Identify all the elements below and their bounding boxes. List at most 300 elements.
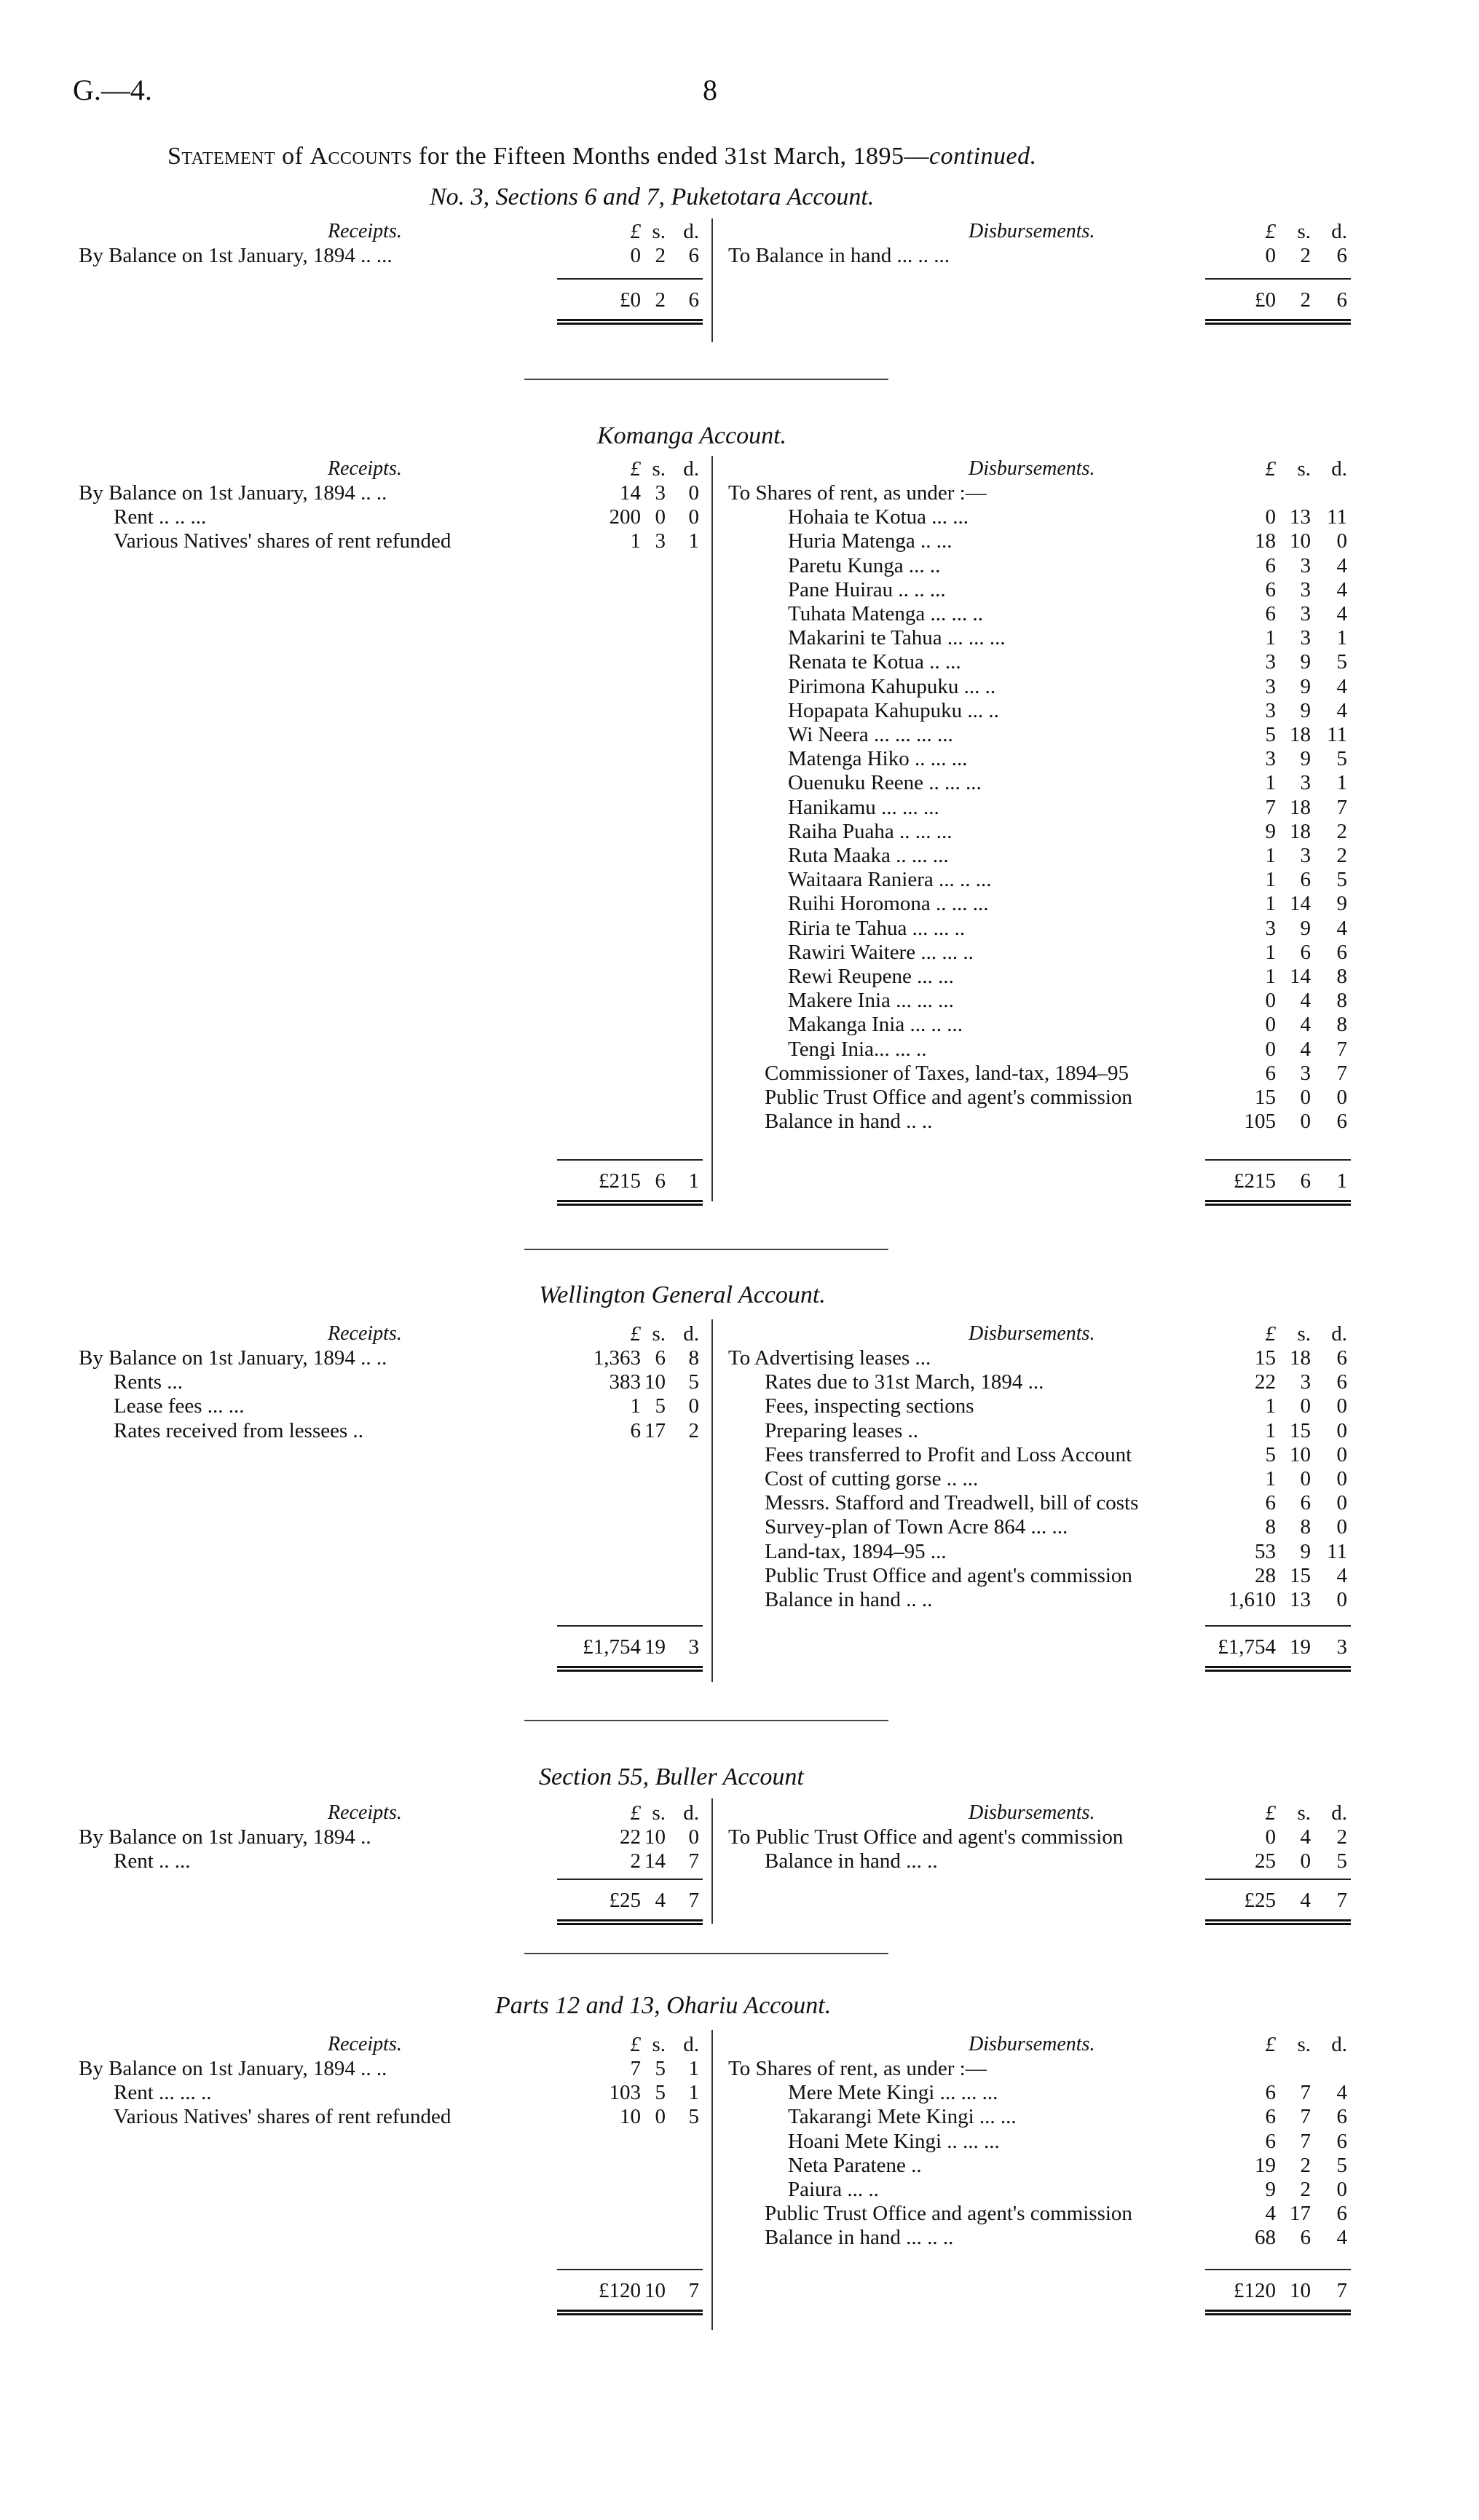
disbursement-pence: 4 (1336, 1563, 1347, 1587)
disbursement-label: Raiha Puaha .. ... ... (788, 819, 953, 843)
title-accounts: Accounts (309, 143, 413, 170)
disbursement-pence: 8 (1336, 989, 1347, 1013)
receipt-shillings: 10 (644, 1370, 666, 1394)
column-divider (711, 2030, 713, 2330)
disbursement-label: Matenga Hiko .. ... ... (788, 747, 968, 771)
disbursement-pounds: 8 (1265, 1515, 1276, 1539)
shillings-heading: s. (1297, 2033, 1311, 2056)
disbursement-pence: 5 (1336, 650, 1347, 674)
disbursement-pence: 0 (1336, 1588, 1347, 1611)
receipt-shillings: 14 (644, 1849, 666, 1873)
disbursement-pounds: 19 (1255, 2153, 1276, 2177)
disbursement-shillings: 0 (1300, 1467, 1311, 1490)
disbursement-pence: 11 (1327, 1539, 1347, 1563)
receipt-pounds: 1,363 (593, 1346, 641, 1370)
disbursement-pence: 4 (1336, 602, 1347, 625)
disbursement-label: Fees transferred to Profit and Loss Account (765, 1442, 1132, 1466)
disbursement-label: Public Trust Office and agent's commission (765, 2202, 1132, 2226)
disbursement-shillings: 4 (1300, 1013, 1311, 1037)
disbursement-label: To Shares of rent, as under :— (728, 481, 987, 505)
disbursement-shillings: 3 (1300, 1370, 1311, 1394)
receipt-label: Rates received from lessees .. (114, 1418, 364, 1442)
shillings-heading: s. (652, 220, 666, 243)
disbursement-shillings: 6 (1300, 2226, 1311, 2250)
disbursement-pounds: 1 (1265, 1467, 1276, 1490)
disbursement-pounds: 3 (1265, 650, 1276, 674)
disbursement-pounds: 25 (1255, 1849, 1276, 1873)
disbursement-shillings: 6 (1300, 868, 1311, 892)
disbursement-shillings: 9 (1300, 650, 1311, 674)
receipts-total-shillings: 6 (655, 1169, 666, 1193)
disbursement-label: Wi Neera ... ... ... ... (788, 723, 953, 746)
shillings-heading: s. (652, 1801, 666, 1825)
disbursement-shillings: 15 (1290, 1563, 1311, 1587)
disb-total-rule-top (1205, 1159, 1351, 1161)
disbursement-pence: 5 (1336, 747, 1347, 771)
disbursement-pounds: 0 (1265, 244, 1276, 267)
pence-heading: d. (1331, 2033, 1347, 2056)
disbursement-pounds: 3 (1265, 698, 1276, 722)
receipt-shillings: 10 (644, 1825, 666, 1849)
disbursement-shillings (1282, 2056, 1311, 2081)
disbursement-pence: 1 (1336, 771, 1347, 795)
disbursement-shillings: 2 (1300, 244, 1311, 267)
disbursement-label: Tengi Inia... ... .. (788, 1037, 927, 1061)
statement-title (167, 143, 1037, 170)
pound-heading: £ (1265, 457, 1276, 481)
disbursements-heading: Disbursements. (969, 2033, 1095, 2055)
disbursement-label: Balance in hand .. .. (765, 1588, 933, 1611)
disbursement-pounds: 0 (1265, 1013, 1276, 1037)
disb-total-pence: 7 (1336, 1889, 1347, 1912)
disbursement-shillings: 3 (1300, 626, 1311, 650)
receipt-label: By Balance on 1st January, 1894 .. (79, 1825, 371, 1849)
pound-heading: £ (630, 1322, 641, 1346)
receipt-shillings: 5 (655, 2081, 666, 2105)
disbursement-shillings: 7 (1300, 2129, 1311, 2153)
receipt-pounds: 103 (609, 2081, 641, 2105)
disbursement-shillings: 2 (1300, 2153, 1311, 2177)
pound-heading: £ (1265, 1322, 1276, 1346)
disbursement-shillings: 9 (1300, 674, 1311, 698)
pence-heading: d. (1331, 220, 1347, 243)
receipts-total-pence: 7 (688, 1889, 699, 1912)
disbursement-shillings: 4 (1300, 1825, 1311, 1849)
disb-total-double-rule (1205, 2310, 1351, 2315)
disbursement-label: Pane Huirau .. .. ... (788, 577, 946, 601)
disbursement-pounds: 9 (1265, 819, 1276, 843)
disbursements-heading: Disbursements. (969, 457, 1095, 480)
disbursement-pence: 6 (1336, 940, 1347, 964)
receipt-label: By Balance on 1st January, 1894 .. ... (79, 244, 393, 267)
disb-total-pounds: £0 (1255, 288, 1276, 312)
disbursement-pence: 0 (1336, 1515, 1347, 1539)
receipt-pence: 1 (688, 529, 699, 553)
disbursement-label: Renata te Kotua .. ... (788, 650, 961, 674)
disbursement-pounds: 5 (1265, 1442, 1276, 1466)
receipts-total-pence: 3 (688, 1635, 699, 1659)
disbursement-pence: 4 (1336, 2226, 1347, 2250)
disbursement-pounds: 105 (1244, 1110, 1276, 1134)
disbursement-pounds: 1 (1265, 1418, 1276, 1442)
disb-total-rule-top (1205, 2269, 1351, 2270)
receipt-pence: 0 (688, 1825, 699, 1849)
disbursement-label: Paiura ... .. (788, 2178, 879, 2201)
disbursement-label: Mere Mete Kingi ... ... ... (788, 2081, 998, 2105)
receipt-pence: 2 (688, 1418, 699, 1442)
disb-total-double-rule (1205, 1919, 1351, 1925)
disbursement-shillings: 3 (1300, 553, 1311, 577)
disb-total-pence: 1 (1336, 1169, 1347, 1193)
receipt-shillings: 0 (655, 2105, 666, 2129)
disbursement-shillings: 3 (1300, 602, 1311, 625)
disbursement-pounds: 3 (1265, 747, 1276, 771)
disbursement-label: Rawiri Waitere ... ... .. (788, 940, 974, 964)
section-title: Komanga Account. (597, 422, 787, 449)
shillings-heading: s. (1297, 457, 1311, 481)
title-continued: continued. (929, 143, 1037, 170)
receipt-pounds: 1 (630, 529, 641, 553)
receipt-pounds: 14 (620, 481, 641, 505)
disbursement-shillings: 14 (1290, 892, 1311, 916)
disb-total-shillings: 4 (1300, 1889, 1311, 1912)
disbursement-pence: 6 (1336, 244, 1347, 267)
pence-heading: d. (1331, 457, 1347, 481)
disbursement-label: Cost of cutting gorse .. ... (765, 1467, 979, 1490)
disb-total-shillings: 2 (1300, 288, 1311, 312)
receipt-pounds: 10 (620, 2105, 641, 2129)
disbursement-label: Hohaia te Kotua ... ... (788, 505, 969, 529)
disbursement-shillings: 7 (1300, 2081, 1311, 2105)
page-number: 8 (703, 74, 717, 106)
disbursement-pence: 11 (1327, 723, 1347, 746)
disbursement-shillings: 14 (1290, 965, 1311, 988)
disbursement-pence: 9 (1336, 892, 1347, 916)
disbursement-label: Balance in hand ... .. .. (765, 2226, 954, 2250)
disbursement-label: Makarini te Tahua ... ... ... (788, 626, 1006, 650)
disbursement-shillings: 18 (1290, 819, 1311, 843)
disbursement-pounds: 6 (1265, 553, 1276, 577)
disbursement-label: Fees, inspecting sections (765, 1394, 974, 1418)
pound-heading: £ (630, 220, 641, 243)
disbursement-pence: 6 (1336, 2202, 1347, 2226)
receipt-label: Rents ... (114, 1370, 184, 1394)
pound-heading: £ (630, 2033, 641, 2056)
disbursement-pounds: 0 (1265, 1825, 1276, 1849)
disbursement-pounds: 1 (1265, 844, 1276, 867)
disbursement-pence: 0 (1336, 1467, 1347, 1490)
disb-total-double-rule (1205, 1200, 1351, 1206)
disbursement-pounds: 1 (1265, 771, 1276, 795)
disbursement-shillings: 10 (1290, 529, 1311, 553)
disbursement-pence: 4 (1336, 698, 1347, 722)
pence-heading: d. (683, 1801, 699, 1825)
disb-total-shillings: 10 (1290, 2279, 1311, 2302)
shillings-heading: s. (1297, 1322, 1311, 1346)
shillings-heading: s. (652, 457, 666, 481)
receipt-pence: 1 (688, 2081, 699, 2105)
disbursement-label: Tuhata Matenga ... ... .. (788, 602, 983, 625)
disbursement-pence: 2 (1336, 819, 1347, 843)
receipt-shillings: 3 (655, 529, 666, 553)
disbursement-pence: 4 (1336, 553, 1347, 577)
disbursement-label: Neta Paratene .. (788, 2153, 922, 2177)
disbursement-pounds: 1 (1265, 1394, 1276, 1418)
receipt-pounds: 2 (630, 1849, 641, 1873)
disbursement-shillings: 4 (1300, 1037, 1311, 1061)
section-title: Wellington General Account. (539, 1281, 826, 1308)
receipt-pence: 6 (688, 244, 699, 267)
receipts-total-double-rule (557, 2310, 703, 2315)
column-divider (711, 1798, 713, 1924)
receipt-label: Lease fees ... ... (114, 1394, 245, 1418)
disbursements-heading: Disbursements. (969, 1322, 1095, 1345)
disb-total-shillings: 6 (1300, 1169, 1311, 1193)
disbursement-pounds: 6 (1265, 2081, 1276, 2105)
disbursement-pounds: 6 (1265, 2129, 1276, 2153)
disbursement-pounds: 4 (1265, 2202, 1276, 2226)
column-divider (711, 1319, 713, 1682)
disbursement-shillings: 0 (1300, 1394, 1311, 1418)
disbursements-heading: Disbursements. (969, 220, 1095, 242)
disb-total-double-rule (1205, 1666, 1351, 1672)
disbursement-label: Makere Inia ... ... ... (788, 989, 954, 1013)
receipts-heading: Receipts. (328, 220, 402, 242)
disb-total-rule-top (1205, 278, 1351, 280)
receipts-total-pence: 1 (688, 1169, 699, 1193)
disbursement-pence: 2 (1336, 844, 1347, 867)
disbursement-pence: 11 (1327, 505, 1347, 529)
disbursement-label: Survey-plan of Town Acre 864 ... ... (765, 1515, 1068, 1539)
disbursement-label: Takarangi Mete Kingi ... ... (788, 2105, 1017, 2129)
receipt-label: Rent .. .. ... (114, 505, 207, 529)
receipts-total-pounds: £0 (620, 288, 641, 312)
receipt-label: Various Natives' shares of rent refunded (114, 529, 451, 553)
section-separator (524, 1953, 888, 1954)
receipt-shillings: 0 (655, 505, 666, 529)
receipt-shillings: 3 (655, 481, 666, 505)
disbursement-shillings: 9 (1300, 747, 1311, 771)
receipts-heading: Receipts. (328, 2033, 402, 2055)
shillings-heading: s. (652, 2033, 666, 2056)
disbursement-label: To Public Trust Office and agent's commission (728, 1825, 1124, 1849)
disbursement-shillings (1282, 481, 1311, 505)
receipt-pence: 7 (688, 1849, 699, 1873)
disbursement-shillings: 6 (1300, 1491, 1311, 1515)
disbursement-shillings: 3 (1300, 844, 1311, 867)
section-title: No. 3, Sections 6 and 7, Puketotara Account. (430, 183, 875, 210)
disbursement-label: Commissioner of Taxes, land-tax, 1894–95 (765, 1061, 1129, 1085)
receipts-total-pounds: £120 (599, 2279, 641, 2302)
disbursement-label: Hoani Mete Kingi .. ... ... (788, 2129, 1000, 2153)
disbursement-pence: 5 (1336, 1849, 1347, 1873)
disbursement-pounds: 6 (1265, 1491, 1276, 1515)
disbursement-pence (1318, 2056, 1347, 2081)
receipts-total-double-rule (557, 319, 703, 325)
receipt-pounds: 1 (630, 1394, 641, 1418)
receipt-shillings: 6 (655, 1346, 666, 1370)
disbursement-pence: 7 (1336, 795, 1347, 819)
disbursement-pounds: 1 (1265, 965, 1276, 988)
receipt-pounds: 200 (609, 505, 641, 529)
disbursement-label: Waitaara Raniera ... .. ... (788, 868, 992, 892)
disbursement-label: Balance in hand .. .. (765, 1110, 933, 1134)
disbursement-shillings: 15 (1290, 1418, 1311, 1442)
disbursement-pounds: 7 (1265, 795, 1276, 819)
disbursement-pounds (1196, 2056, 1276, 2081)
disbursement-pounds: 6 (1265, 2105, 1276, 2129)
disbursement-label: To Balance in hand ... .. ... (728, 244, 950, 267)
receipt-pounds: 0 (630, 244, 641, 267)
receipts-total-shillings: 2 (655, 288, 666, 312)
disbursement-label: Paretu Kunga ... .. (788, 553, 941, 577)
receipt-label: Rent .. ... (114, 1849, 191, 1873)
disbursement-label: Preparing leases .. (765, 1418, 918, 1442)
disbursement-pounds: 15 (1255, 1346, 1276, 1370)
disbursement-pounds: 1 (1265, 868, 1276, 892)
disbursement-pounds: 6 (1265, 577, 1276, 601)
disbursement-pence: 0 (1336, 1491, 1347, 1515)
receipt-pounds: 6 (630, 1418, 641, 1442)
title-prefix: Statement (167, 143, 276, 170)
disb-total-shillings: 19 (1290, 1635, 1311, 1659)
disbursement-label: To Shares of rent, as under :— (728, 2057, 987, 2080)
disbursement-label: Huria Matenga .. ... (788, 529, 953, 553)
disbursements-heading: Disbursements. (969, 1801, 1095, 1824)
disb-total-pence: 7 (1336, 2279, 1347, 2302)
disbursement-pence: 8 (1336, 965, 1347, 988)
disbursement-shillings: 4 (1300, 989, 1311, 1013)
disbursement-pounds: 5 (1265, 723, 1276, 746)
receipts-total-pounds: £1,754 (583, 1635, 641, 1659)
disbursement-pence: 5 (1336, 2153, 1347, 2177)
disbursement-shillings: 18 (1290, 1346, 1311, 1370)
disbursement-pounds: 22 (1255, 1370, 1276, 1394)
receipts-total-rule-top (557, 1625, 703, 1627)
receipts-total-rule-top (557, 1879, 703, 1880)
receipt-pence: 5 (688, 2105, 699, 2129)
pound-heading: £ (630, 457, 641, 481)
disb-total-double-rule (1205, 319, 1351, 325)
receipts-total-shillings: 10 (644, 2279, 666, 2302)
disbursement-pounds (1196, 481, 1276, 505)
disbursement-pounds: 0 (1265, 989, 1276, 1013)
pound-heading: £ (1265, 1801, 1276, 1825)
receipt-shillings: 5 (655, 1394, 666, 1418)
disb-total-pounds: £1,754 (1218, 1635, 1276, 1659)
disbursement-label: Hopapata Kahupuku ... .. (788, 698, 999, 722)
receipt-pence: 0 (688, 505, 699, 529)
disbursement-pounds: 15 (1255, 1086, 1276, 1109)
receipts-total-shillings: 19 (644, 1635, 666, 1659)
disbursement-pounds: 6 (1265, 602, 1276, 625)
receipts-total-rule-top (557, 2269, 703, 2270)
disb-total-rule-top (1205, 1879, 1351, 1880)
page-header-ref: G.—4. (73, 74, 152, 106)
disbursement-label: Ouenuku Reene .. ... ... (788, 771, 982, 795)
section-title: Parts 12 and 13, Ohariu Account. (495, 1992, 832, 2019)
pence-heading: d. (1331, 1801, 1347, 1825)
disbursement-pence: 0 (1336, 1394, 1347, 1418)
receipt-shillings: 2 (655, 244, 666, 267)
pence-heading: d. (1331, 1322, 1347, 1346)
disbursement-pounds: 3 (1265, 916, 1276, 940)
column-divider (711, 456, 713, 1201)
disbursement-pence: 0 (1336, 529, 1347, 553)
receipt-label: By Balance on 1st January, 1894 .. .. (79, 2057, 387, 2080)
disbursement-shillings: 3 (1300, 771, 1311, 795)
disbursement-pence: 6 (1336, 1370, 1347, 1394)
receipts-total-shillings: 4 (655, 1889, 666, 1912)
disbursement-pence: 6 (1336, 2129, 1347, 2153)
disbursement-shillings: 17 (1290, 2202, 1311, 2226)
receipts-total-double-rule (557, 1666, 703, 1672)
disbursement-label: Rewi Reupene ... ... (788, 965, 954, 988)
disbursement-label: Public Trust Office and agent's commission (765, 1086, 1132, 1109)
disbursement-pence: 6 (1336, 2105, 1347, 2129)
disbursement-pounds: 68 (1255, 2226, 1276, 2250)
disbursement-label: To Advertising leases ... (728, 1346, 931, 1370)
disbursement-shillings: 7 (1300, 2105, 1311, 2129)
disbursement-label: Public Trust Office and agent's commission (765, 1563, 1132, 1587)
disbursement-shillings: 13 (1290, 505, 1311, 529)
receipt-pence: 0 (688, 481, 699, 505)
receipts-total-double-rule (557, 1919, 703, 1925)
disbursement-shillings: 9 (1300, 1539, 1311, 1563)
disbursement-pence: 1 (1336, 626, 1347, 650)
disb-total-pounds: £25 (1244, 1889, 1276, 1912)
receipts-total-pounds: £215 (599, 1169, 641, 1193)
disbursement-pounds: 18 (1255, 529, 1276, 553)
pence-heading: d. (683, 457, 699, 481)
disbursement-pence (1318, 481, 1347, 505)
receipts-total-rule-top (557, 1159, 703, 1161)
section-separator (524, 1249, 888, 1250)
disb-total-pence: 3 (1336, 1635, 1347, 1659)
receipt-shillings: 5 (655, 2057, 666, 2080)
receipt-label: Various Natives' shares of rent refunded (114, 2105, 451, 2129)
receipt-shillings: 17 (644, 1418, 666, 1442)
disbursement-pence: 4 (1336, 577, 1347, 601)
shillings-heading: s. (1297, 220, 1311, 243)
disbursement-label: Rates due to 31st March, 1894 ... (765, 1370, 1044, 1394)
disbursement-pence: 4 (1336, 2081, 1347, 2105)
disbursement-pounds: 1 (1265, 626, 1276, 650)
disbursement-shillings: 18 (1290, 723, 1311, 746)
disbursement-pounds: 1,610 (1228, 1588, 1276, 1611)
receipts-total-pence: 7 (688, 2279, 699, 2302)
section-separator (524, 379, 888, 380)
column-divider (711, 218, 713, 342)
disbursement-label: Makanga Inia ... .. ... (788, 1013, 963, 1037)
disbursement-shillings: 0 (1300, 1086, 1311, 1109)
pound-heading: £ (1265, 220, 1276, 243)
receipt-label: By Balance on 1st January, 1894 .. .. (79, 1346, 387, 1370)
disbursement-pence: 5 (1336, 868, 1347, 892)
receipt-pence: 0 (688, 1394, 699, 1418)
receipts-heading: Receipts. (328, 1322, 402, 1345)
disbursement-label: Balance in hand ... .. (765, 1849, 938, 1873)
disbursement-shillings: 9 (1300, 916, 1311, 940)
pence-heading: d. (683, 2033, 699, 2056)
disbursement-pounds: 53 (1255, 1539, 1276, 1563)
disbursement-pounds: 0 (1265, 505, 1276, 529)
receipt-label: Rent ... ... .. (114, 2081, 212, 2105)
receipts-heading: Receipts. (328, 1801, 402, 1824)
receipt-pence: 1 (688, 2057, 699, 2080)
disbursement-pounds: 9 (1265, 2178, 1276, 2201)
disbursement-label: Land-tax, 1894–95 ... (765, 1539, 947, 1563)
